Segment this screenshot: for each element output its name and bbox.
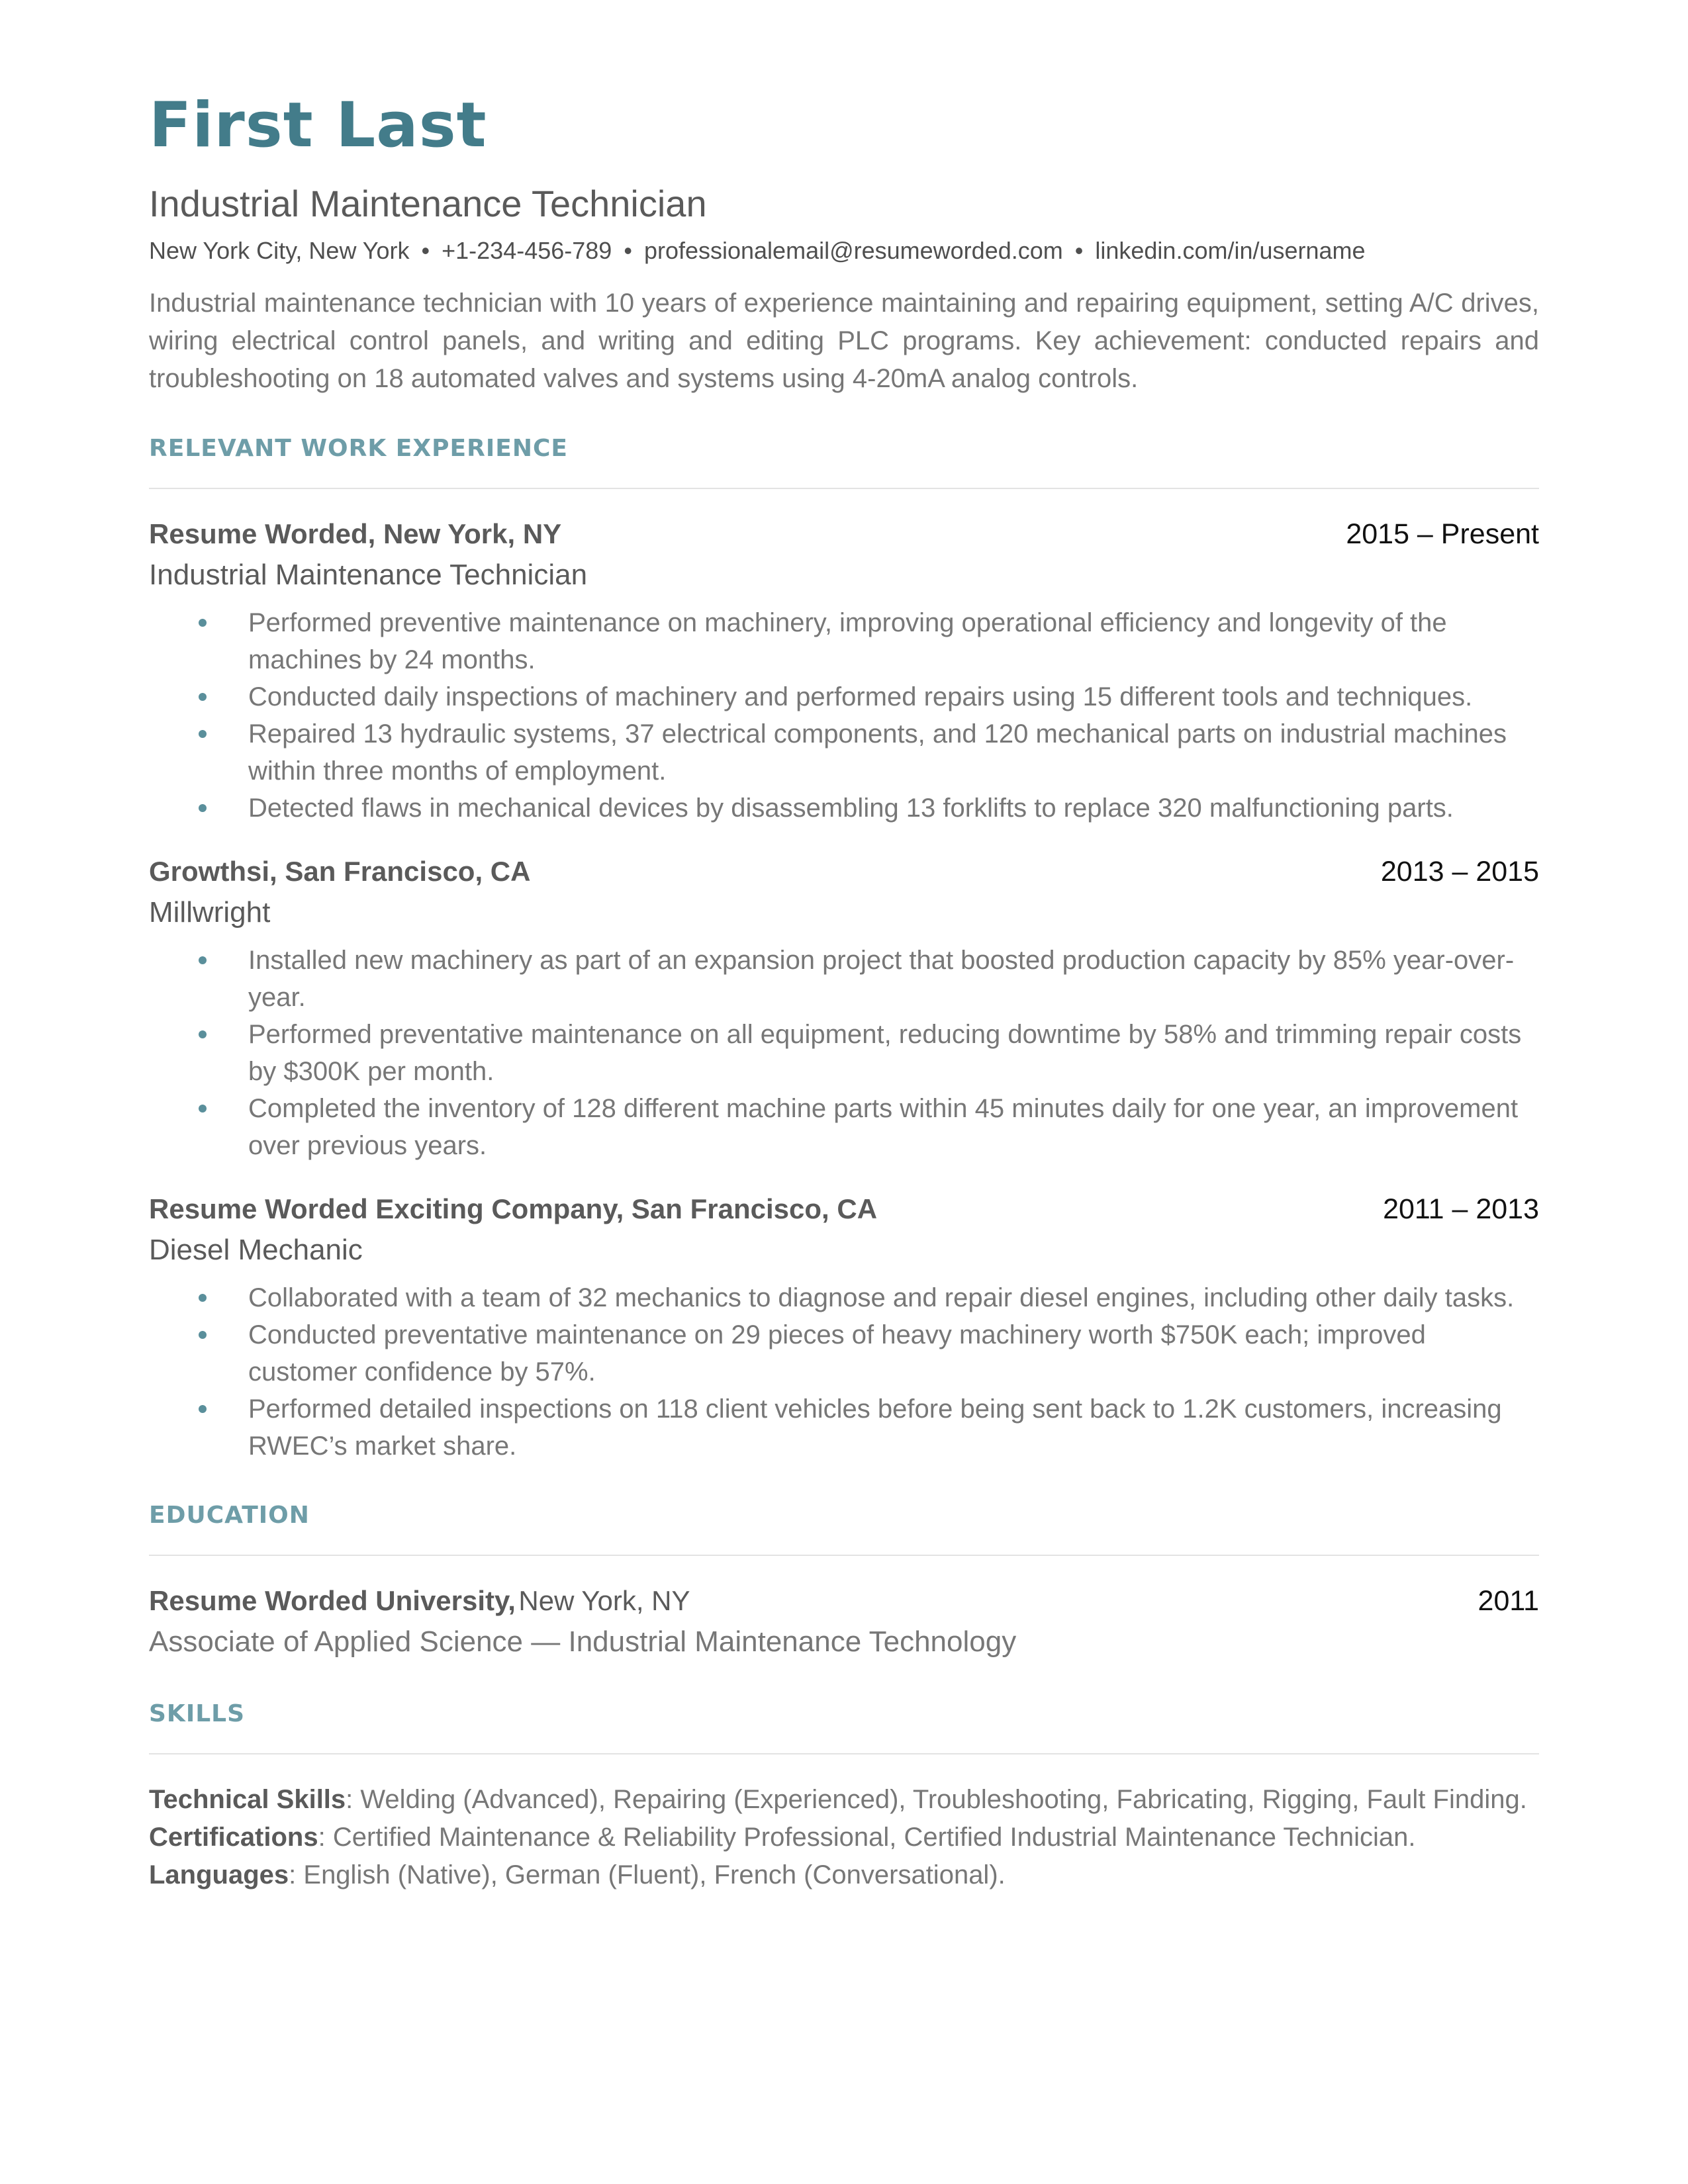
bullet-item: Conducted preventative maintenance on 29 pieces of heavy machinery worth $750K each; improved customer confidence by 57%. xyxy=(248,1316,1539,1390)
contact-linkedin: linkedin.com/in/username xyxy=(1095,237,1366,264)
bullet-item: Completed the inventory of 128 different machine parts within 45 minutes daily for one year, an improvement over previous years. xyxy=(248,1090,1539,1164)
education-heading: EDUCATION xyxy=(149,1502,310,1529)
job-dates: 2013 – 2015 xyxy=(1380,856,1539,887)
section-divider xyxy=(149,1555,1539,1556)
skill-line-technical xyxy=(149,1781,1539,1819)
contact-email: professionalemail@resumeworded.com xyxy=(643,237,1063,264)
job-bullets xyxy=(149,604,1539,827)
resume-content xyxy=(149,79,1539,1894)
job-entry xyxy=(149,1189,1539,1465)
job-title-headline: Industrial Maintenance Technician xyxy=(149,183,707,224)
contact-separator: • xyxy=(1074,237,1084,264)
contact-separator: • xyxy=(624,237,632,264)
skill-line-certifications xyxy=(149,1819,1539,1856)
job-company: Growthsi, San Francisco, CA xyxy=(149,856,531,887)
bullet-item: Conducted daily inspections of machinery and performed repairs using 15 different tools and techniques. xyxy=(248,678,1539,715)
education-school: Resume Worded University, xyxy=(149,1585,516,1616)
bullet-item: Performed detailed inspections on 118 client vehicles before being sent back to 1.2K customers, increasing RWEC’s market share. xyxy=(248,1390,1539,1465)
contact-separator: • xyxy=(421,237,430,264)
job-role: Diesel Mechanic xyxy=(149,1234,363,1266)
section-divider xyxy=(149,488,1539,489)
skill-text: : English (Native), German (Fluent), French (Conversational). xyxy=(289,1860,1006,1889)
job-company: Resume Worded Exciting Company, San Francisco, CA xyxy=(149,1193,878,1224)
skill-label: Languages xyxy=(149,1860,289,1889)
job-role: Millwright xyxy=(149,896,271,929)
education-location: New York, NY xyxy=(518,1585,690,1616)
section-divider xyxy=(149,1753,1539,1754)
skill-label: Certifications xyxy=(149,1823,318,1852)
job-dates: 2015 – Present xyxy=(1346,518,1539,550)
skill-text: : Certified Maintenance & Reliability Professional, Certified Industrial Maintenance Technician. xyxy=(318,1823,1416,1852)
contact-line xyxy=(149,234,1539,267)
skill-line-languages xyxy=(149,1856,1539,1894)
education-year: 2011 xyxy=(1477,1585,1539,1617)
job-company: Resume Worded, New York, NY xyxy=(149,518,562,549)
bullet-item: Performed preventive maintenance on machinery, improving operational efficiency and longevity of the machines by 24 months. xyxy=(248,604,1539,678)
contact-location: New York City, New York xyxy=(149,237,410,264)
bullet-item: Performed preventative maintenance on all equipment, reducing downtime by 58% and trimming repair costs by $300K per month. xyxy=(248,1016,1539,1090)
skill-label: Technical Skills xyxy=(149,1785,346,1814)
summary-paragraph: Industrial maintenance technician with 10 years of experience maintaining and repairing equipment, setting A/C drives, wiring electrical control panels, and writing and editing PLC programs. Key achievement: conducted repairs and troubleshooting on 18 automated valves and systems using 4-20mA analog controls. xyxy=(149,289,1539,393)
skills-list xyxy=(149,1781,1539,1894)
education-degree: Associate of Applied Science — Industrial Maintenance Technology xyxy=(149,1625,1017,1658)
job-dates: 2011 – 2013 xyxy=(1383,1193,1539,1225)
candidate-name: First Last xyxy=(149,89,487,161)
job-entry xyxy=(149,514,1539,827)
job-bullets xyxy=(149,1279,1539,1465)
skills-heading: SKILLS xyxy=(149,1700,246,1727)
experience-heading: RELEVANT WORK EXPERIENCE xyxy=(149,435,568,462)
bullet-item: Installed new machinery as part of an expansion project that boosted production capacity by 85% year-over-year. xyxy=(248,942,1539,1016)
skill-text: : Welding (Advanced), Repairing (Experienced), Troubleshooting, Fabricating, Rigging, Fault Finding. xyxy=(346,1785,1527,1814)
contact-phone: +1-234-456-789 xyxy=(442,237,612,264)
job-role: Industrial Maintenance Technician xyxy=(149,559,588,591)
bullet-item: Repaired 13 hydraulic systems, 37 electrical components, and 120 mechanical parts on industrial machines within three months of employment. xyxy=(248,715,1539,790)
education-school-line xyxy=(149,1581,690,1621)
bullet-item: Collaborated with a team of 32 mechanics to diagnose and repair diesel engines, including other daily tasks. xyxy=(248,1279,1539,1316)
job-bullets xyxy=(149,942,1539,1164)
job-entry xyxy=(149,852,1539,1164)
bullet-item: Detected flaws in mechanical devices by disassembling 13 forklifts to replace 320 malfunctioning parts. xyxy=(248,790,1539,827)
education-entry xyxy=(149,1581,1539,1663)
